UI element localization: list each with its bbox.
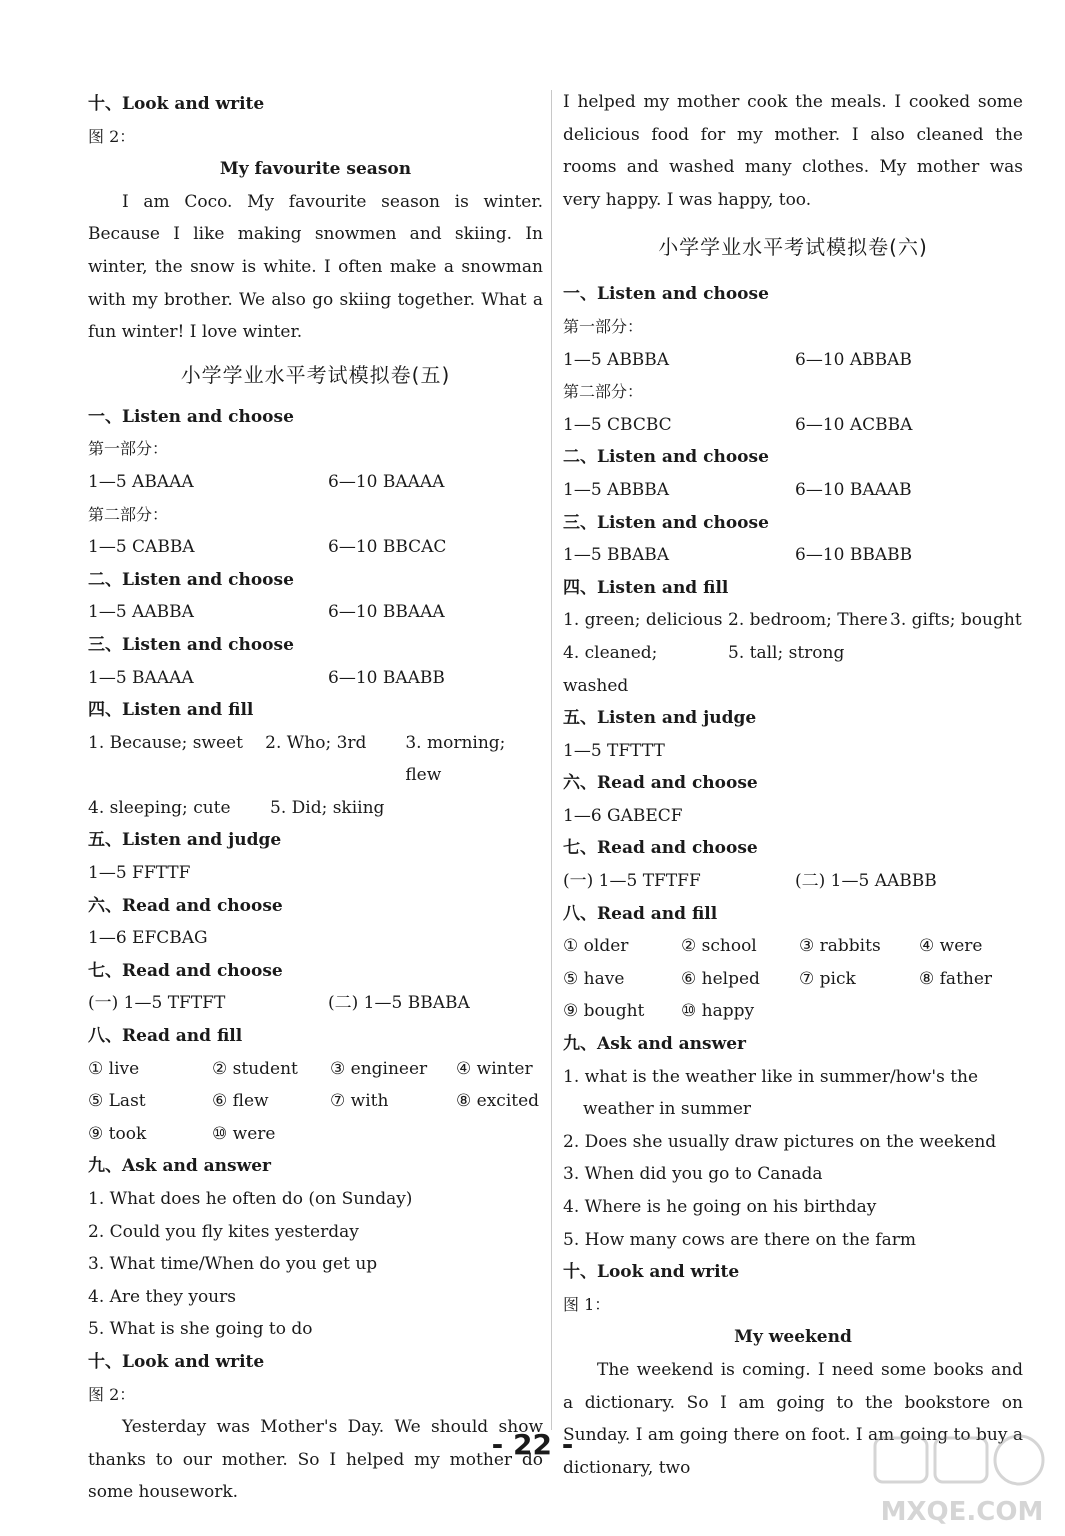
section-heading: 六、Read and choose [88, 895, 283, 916]
exam-title: 小学学业水平考试模拟卷(五) [180, 362, 451, 387]
answer: 6—10 BBCAC [328, 537, 447, 558]
answer: 1—5 TFTTT [563, 740, 665, 761]
answer: (一) 1—5 TFTFT [88, 993, 226, 1014]
right-column [563, 86, 1023, 1484]
qa-answer: 5. How many cows are there on the farm [563, 1229, 916, 1250]
exam-title: 小学学业水平考试模拟卷(六) [658, 235, 928, 260]
qa-answer: 1. What does he often do (on Sunday) [88, 1189, 413, 1209]
essay-title: My weekend [734, 1327, 852, 1348]
answer: 1—5 BAAAA [88, 667, 194, 688]
figure-label: 图 2： [88, 126, 136, 146]
column-divider [551, 90, 552, 1430]
fill-answer: 4. sleeping; cute [88, 797, 231, 818]
part-label: 第一部分： [88, 439, 169, 459]
fill-word: ② school [681, 936, 757, 957]
qa-answer: 4. Are they yours [88, 1286, 236, 1307]
fill-answer: 1. Because; sweet [88, 732, 243, 753]
answer: (一) 1—5 TFTFF [563, 871, 701, 892]
fill-word: ⑥ flew [212, 1091, 269, 1112]
answer: 1—5 CBCBC [563, 414, 672, 435]
fill-word: ① live [88, 1058, 140, 1079]
fill-word: ③ rabbits [799, 936, 881, 957]
fill-grid-row [88, 1053, 543, 1086]
svg-text:MXQE.COM: MXQE.COM [880, 1497, 1044, 1527]
section-heading: 八、Read and fill [88, 1026, 243, 1047]
answer-row [563, 344, 1023, 377]
fill-answer: 2. Who; 3rd [265, 732, 367, 753]
fill-word: ⑧ father [919, 968, 993, 989]
fill-answer: 2. bedroom; There [728, 610, 888, 631]
fill-answer: 5. Did; skiing [270, 797, 385, 818]
fill-answer: 5. tall; strong [728, 642, 845, 663]
section-heading: 五、Listen and judge [563, 708, 757, 729]
fill-word: ⑦ pick [799, 968, 856, 989]
fill-word: ⑨ bought [563, 1001, 645, 1022]
fill-row [88, 727, 543, 792]
fill-word: ⑤ Last [88, 1091, 146, 1112]
section-heading: 一、Listen and choose [563, 284, 769, 305]
fill-word: ⑤ have [563, 968, 625, 989]
fill-word: ⑦ with [330, 1091, 389, 1112]
answer-row [88, 596, 543, 629]
part-label: 第二部分： [88, 504, 169, 524]
answer: 6—10 ACBBA [795, 414, 913, 435]
fill-word: ① older [563, 936, 629, 957]
qa-answer: 3. What time/When do you get up [88, 1254, 378, 1275]
fill-grid-row [88, 1118, 543, 1151]
answer: 1—5 CABBA [88, 537, 195, 558]
qa-answer: 2. Could you fly kites yesterday [88, 1221, 359, 1242]
answer-row [563, 474, 1023, 507]
fill-word: ⑩ happy [681, 1001, 755, 1022]
essay-paragraph: I am Coco. My favourite season is winter. Because I like making snowmen and skiing. In winter, the snow is white. I often make a snowman with my brother. We also go skiing together. What a fun winter! I love winter. [88, 191, 543, 343]
fill-word: ⑧ excited [456, 1091, 540, 1112]
fill-word: ⑨ took [88, 1123, 147, 1144]
left-column [88, 88, 543, 1509]
section-heading: 十、Look and write [88, 94, 265, 114]
section-heading: 九、Ask and answer [88, 1156, 271, 1177]
answer-row [563, 539, 1023, 572]
answer: (二) 1—5 BBABA [328, 993, 470, 1014]
answer-row [88, 987, 543, 1020]
fill-grid-row [88, 1085, 543, 1118]
fill-answer: 3. morning; flew [405, 732, 506, 786]
answer-row [563, 409, 1023, 442]
section-heading: 十、Look and write [88, 1351, 265, 1372]
fill-grid-row [563, 963, 1023, 996]
essay-title: My favourite season [219, 159, 412, 180]
fill-word: ⑩ were [212, 1123, 276, 1144]
fill-row [563, 637, 1023, 702]
essay-paragraph: Yesterday was Mother's Day. We should show thanks to our mother. So I helped my mother do some housework. [88, 1417, 543, 1503]
qa-answer: 5. What is she going to do [88, 1319, 313, 1340]
fill-answer: 3. gifts; bought [890, 610, 1022, 631]
answer: 6—10 BAAAB [795, 479, 912, 500]
qa-answer: 3. When did you go to Canada [563, 1164, 823, 1185]
figure-label: 图 2： [88, 1384, 136, 1404]
fill-row [88, 792, 543, 825]
fill-word: ④ were [919, 936, 983, 957]
fill-row [563, 604, 1023, 637]
fill-answer: 1. green; delicious [563, 610, 723, 631]
fill-word: ④ winter [456, 1058, 533, 1079]
fill-word: ② student [212, 1058, 298, 1079]
part-label: 第一部分： [563, 316, 644, 336]
essay-paragraph: The weekend is coming. I need some books and a dictionary. So I am going to the bookstore on Sunday. I am going there on foot. I am going to buy a dictionary, two [563, 1359, 1023, 1478]
section-heading: 四、Listen and fill [563, 577, 729, 598]
answer-row [88, 531, 543, 564]
answer: 1—6 EFCBAG [88, 928, 208, 949]
figure-label: 图 1： [563, 1294, 611, 1314]
section-heading: 三、Listen and choose [88, 634, 294, 655]
section-heading: 二、Listen and choose [88, 569, 294, 590]
answer: 1—5 AABBA [88, 602, 194, 623]
section-heading: 五、Listen and judge [88, 830, 282, 851]
answer: 6—10 BBAAA [328, 602, 445, 623]
answer: 1—5 ABBBA [563, 479, 670, 500]
answer: 1—5 ABBBA [563, 349, 670, 370]
answer: 6—10 BAABB [328, 667, 445, 688]
fill-grid-row [563, 995, 1023, 1028]
qa-answer: 1. what is the weather like in summer/how's the weather in summer [563, 1066, 979, 1120]
section-heading: 六、Read and choose [563, 773, 758, 794]
watermark-logo [867, 1432, 1057, 1532]
answer-row [88, 466, 543, 499]
answer: 6—10 BBABB [795, 545, 913, 566]
fill-word: ⑥ helped [681, 968, 760, 989]
qa-answer: 2. Does she usually draw pictures on the weekend [563, 1131, 997, 1152]
section-heading: 七、Read and choose [88, 960, 283, 981]
section-heading: 一、Listen and choose [88, 406, 294, 427]
answer: (二) 1—5 AABBB [795, 871, 937, 892]
section-heading: 十、Look and write [563, 1262, 740, 1283]
answer: 1—5 FFTTF [88, 863, 191, 884]
section-heading: 四、Listen and fill [88, 700, 254, 721]
answer: 1—5 BBABA [563, 545, 670, 566]
answer: 1—5 ABAAA [88, 471, 194, 492]
section-heading: 三、Listen and choose [563, 512, 769, 533]
answer: 6—10 BAAAA [328, 471, 445, 492]
answer: 1—6 GABECF [563, 805, 683, 826]
part-label: 第二部分： [563, 382, 644, 402]
answer: 6—10 ABBAB [795, 349, 912, 370]
fill-word: ③ engineer [330, 1058, 428, 1079]
section-heading: 二、Listen and choose [563, 447, 769, 468]
section-heading: 九、Ask and answer [563, 1034, 746, 1055]
page-number: - 22 - [491, 1428, 574, 1461]
qa-answer: 4. Where is he going on his birthday [563, 1197, 877, 1217]
answer-row [563, 865, 1023, 898]
essay-paragraph: I helped my mother cook the meals. I cooked some delicious food for my mother. I also cleaned the rooms and washed many clothes. My mother was very happy. I was happy, too. [563, 92, 1023, 210]
section-heading: 七、Read and choose [563, 838, 758, 859]
answer-row [88, 662, 543, 695]
fill-grid-row [563, 930, 1023, 963]
section-heading: 八、Read and fill [563, 903, 718, 924]
fill-answer: 4. cleaned; washed [563, 642, 658, 696]
